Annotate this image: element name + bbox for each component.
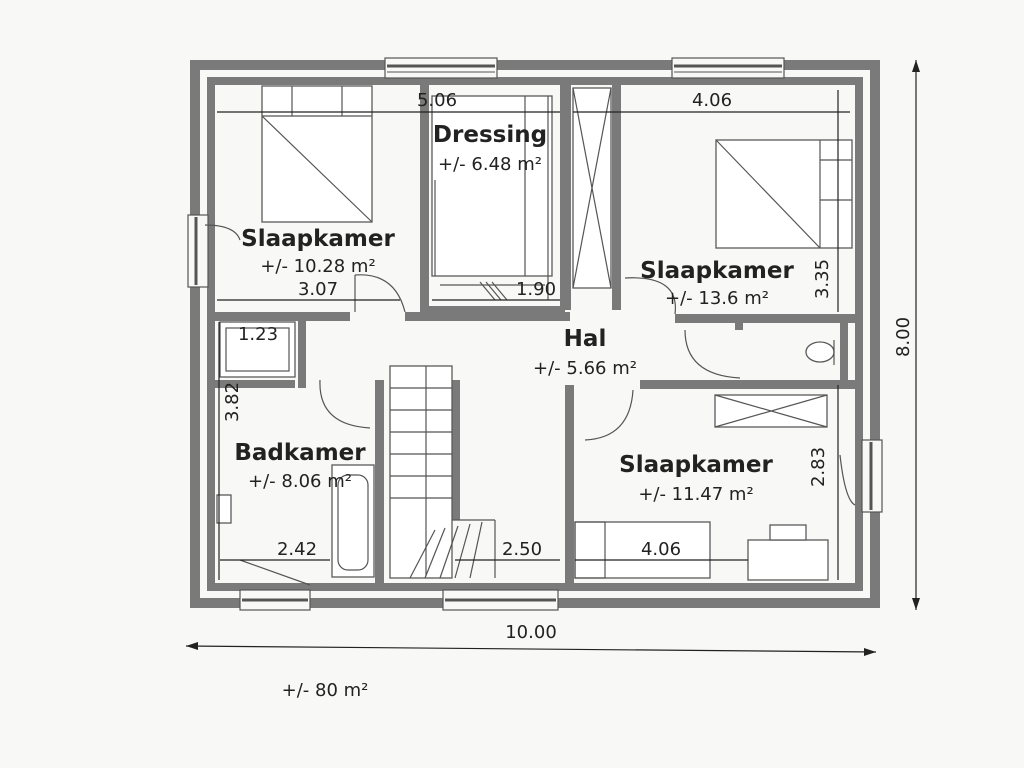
room-name-bedroom-2: Slaapkamer (640, 258, 794, 284)
room-area-bedroom-1: +/- 10.28 m² (260, 256, 376, 277)
dim-bath-depth: 3.82 (222, 381, 243, 423)
dim-dressing-width: 1.90 (515, 279, 557, 300)
room-name-bathroom: Badkamer (234, 440, 366, 466)
total-area: +/- 80 m² (281, 680, 369, 701)
room-name-bedroom-1: Slaapkamer (241, 226, 395, 252)
dim-bedroom2-depth: 3.35 (812, 258, 833, 300)
room-area-bedroom-2: +/- 13.6 m² (665, 288, 769, 309)
dim-total-depth: 8.00 (893, 316, 914, 358)
room-area-dressing: +/- 6.48 m² (438, 154, 542, 175)
dim-bedroom1-width: 3.07 (297, 279, 339, 300)
room-name-bedroom-3: Slaapkamer (619, 452, 773, 478)
room-name-dressing: Dressing (432, 122, 548, 148)
dim-bedroom3-depth: 2.83 (808, 446, 829, 488)
dim-bath-top-width: 1.23 (237, 324, 279, 345)
dim-bath-width: 2.42 (276, 539, 318, 560)
room-area-hall: +/- 5.66 m² (533, 358, 637, 379)
dim-top-left-width: 5.06 (416, 90, 458, 111)
room-name-hall: Hal (563, 326, 607, 352)
dim-bedroom3-width: 4.06 (640, 539, 682, 560)
dim-top-right-width: 4.06 (691, 90, 733, 111)
dim-stair-width: 2.50 (501, 539, 543, 560)
room-area-bedroom-3: +/- 11.47 m² (638, 484, 754, 505)
dim-total-width: 10.00 (505, 622, 557, 643)
room-area-bathroom: +/- 8.06 m² (248, 471, 352, 492)
